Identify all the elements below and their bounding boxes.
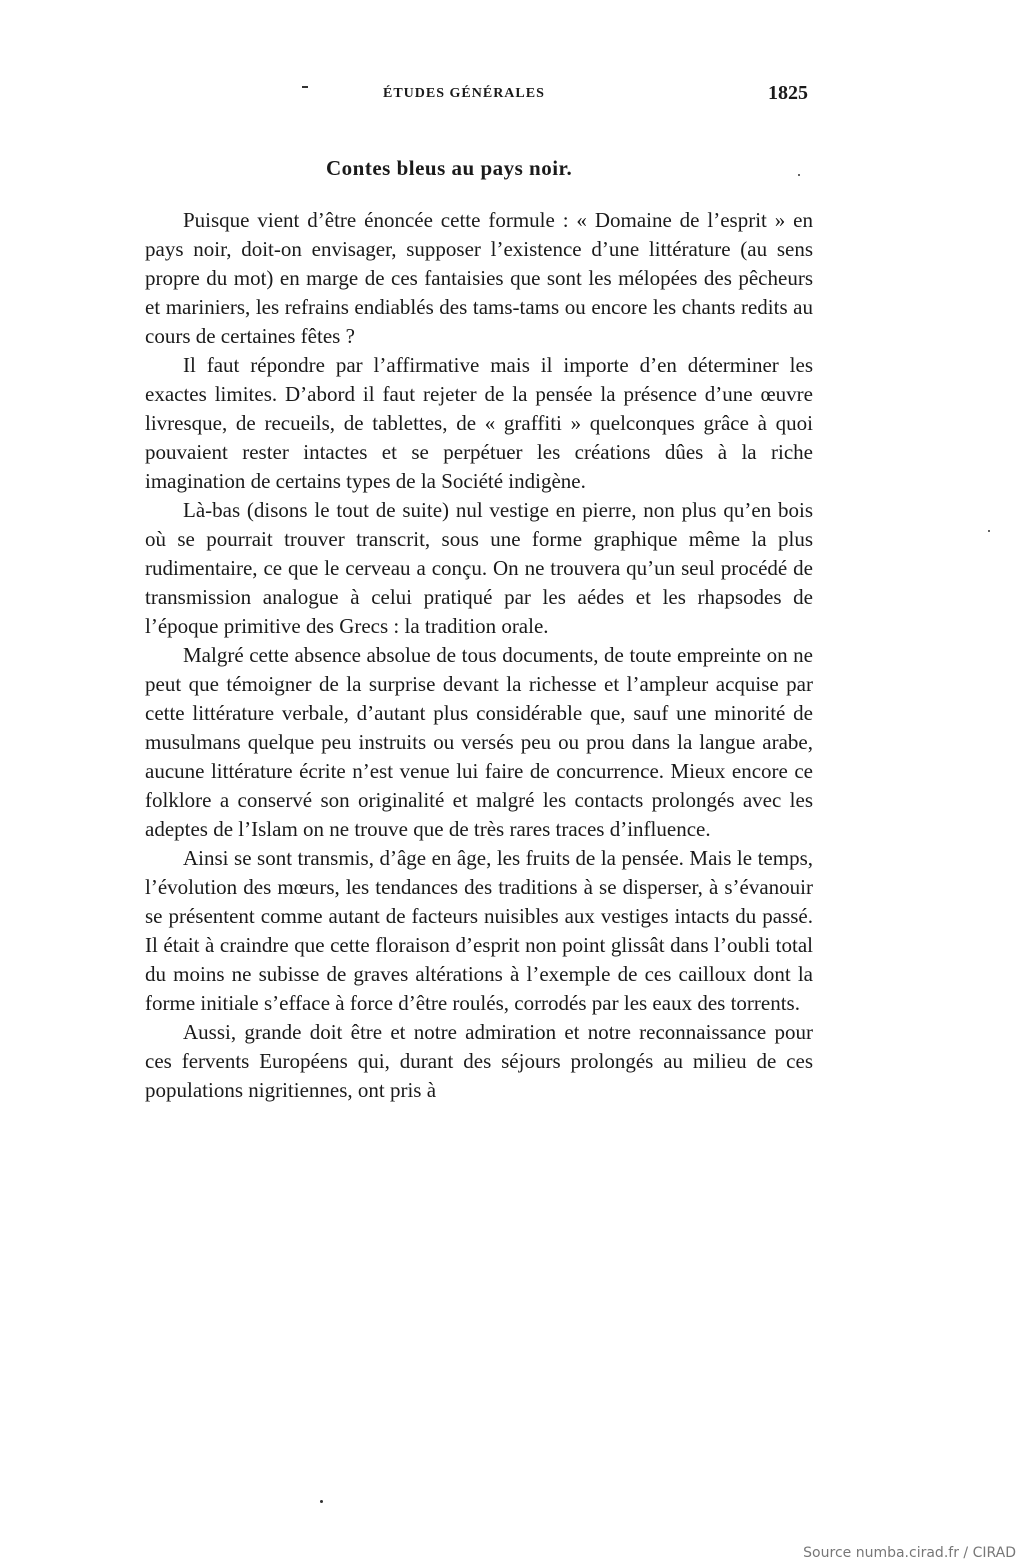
running-head [0, 80, 1024, 110]
page-number: 1825 [768, 82, 808, 104]
source-credit: Source numba.cirad.fr / CIRAD [803, 1545, 1016, 1561]
paragraph-5: Ainsi se sont transmis, d’âge en âge, les fruits de la pensée. Mais le temps, l’évolution des mœurs, les tendances des traditions à se disperser, à s’évanouir se présentent comme autant de facteurs nuisibles aux vestiges intacts du passé. Il était à craindre que cette floraison d’esprit non point glissât dans l’oubli total du moins ne subisse de graves altérations à l’exemple de ces cailloux dont la forme initiale s’efface à force d’être roulés, corrodés par les eaux des torrents. [145, 846, 813, 1015]
paragraph-6: Aussi, grande doit être et notre admiration et notre reconnaissance pour ces fervents Européens qui, durant des séjours prolongés au milieu de ces populations nigritiennes, ont pris à [145, 1020, 813, 1102]
article-body [145, 206, 813, 1105]
paragraph-1: Puisque vient d’être énoncée cette formule : « Domaine de l’esprit » en pays noir, doit-on envisager, supposer l’existence d’une littérature (au sens propre du mot) en marge de ces fantaisies que sont les mélopées des pêcheurs et mariniers, les refrains endiablés des tams-tams ou encore les chants redits au cours de certaines fêtes ? [145, 208, 813, 348]
scan-speck [798, 174, 800, 176]
article-title: Contes bleus au pays noir. [326, 156, 573, 180]
paragraph-3: Là-bas (disons le tout de suite) nul vestige en pierre, non plus qu’en bois où se pourrait trouver transcrit, sous une forme graphique même la plus rudimentaire, ce que le cerveau a conçu. On ne trouvera qu’un seul procédé de transmission analogue à celui pratiqué par les aédes et les rhapsodes de l’époque primitive des Grecs : la tradition orale. [145, 498, 813, 638]
scan-speck [302, 86, 308, 88]
scan-speck [988, 530, 990, 532]
running-title: ÉTUDES GÉNÉRALES [383, 86, 545, 101]
paragraph-4: Malgré cette absence absolue de tous documents, de toute empreinte on ne peut que témoigner de la surprise devant la richesse et l’ampleur acquise par cette littérature verbale, d’autant plus considérable que, sauf une minorité de musulmans quelque peu instruits ou versés peu ou prou dans la langue arabe, aucune littérature écrite n’est venue lui faire de concurrence. Mieux encore ce folklore a conservé son originalité et malgré les contacts prolongés avec les adeptes de l’Islam on ne trouve que de très rares traces d’influence. [145, 643, 813, 841]
scan-speck [320, 1500, 323, 1503]
paragraph-2: Il faut répondre par l’affirmative mais il importe d’en déterminer les exactes limites. D’abord il faut rejeter de la pensée la présence d’une œuvre livresque, de recueils, de tablettes, de « graffiti » quelconques grâce à quoi pouvaient rester intactes et se perpétuer les créations dûes à la riche imagination de certains types de la Société indigène. [145, 353, 813, 493]
